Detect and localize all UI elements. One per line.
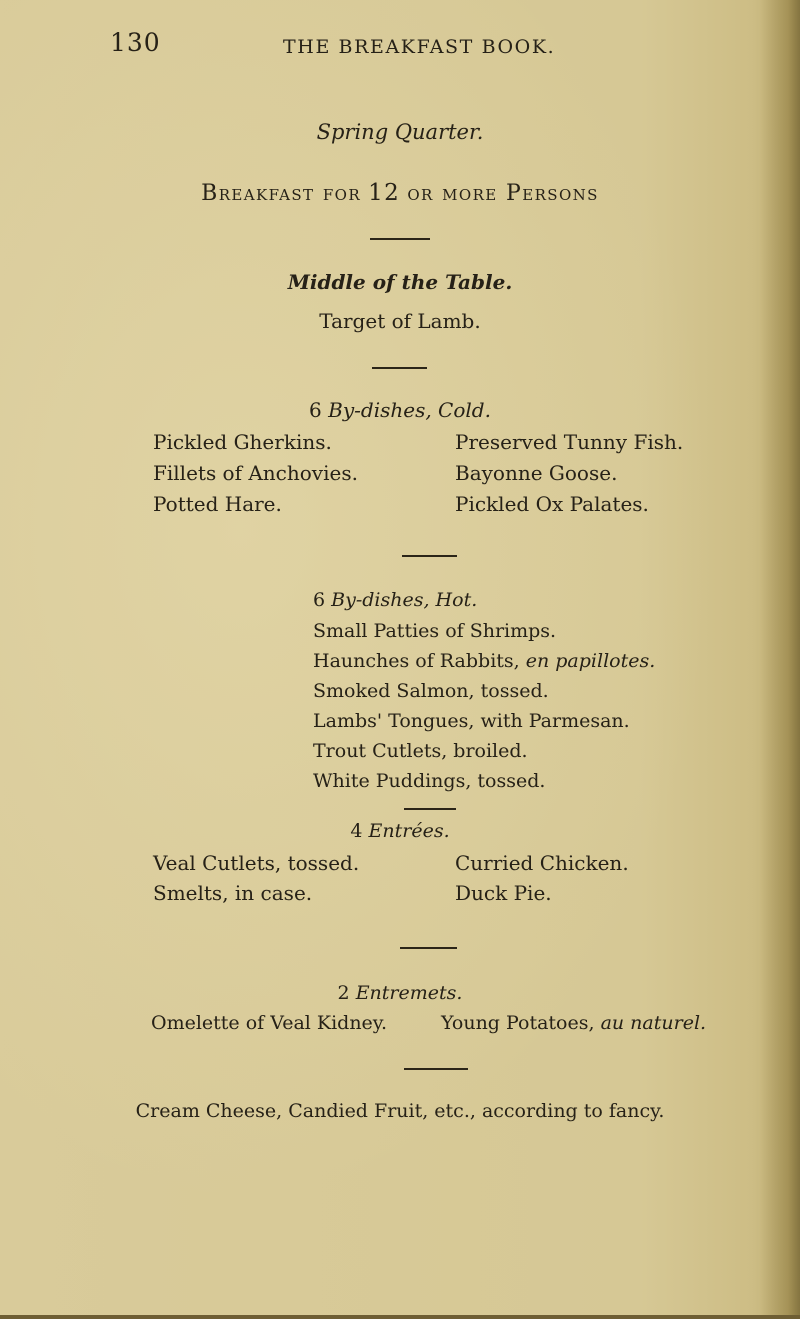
heading-number: 4: [350, 820, 363, 842]
list-item: Bayonne Goose.: [455, 461, 618, 485]
list-item: Curried Chicken.: [455, 851, 629, 875]
by-dishes-hot-heading: [313, 589, 477, 611]
middle-item: Target of Lamb.: [319, 309, 481, 333]
subtitle-prefix: Breakfast for: [201, 181, 362, 206]
entremets-heading: [0, 982, 800, 1004]
divider-rule: [372, 367, 427, 369]
list-item: Pickled Ox Palates.: [455, 492, 649, 516]
list-item: Trout Cutlets, broiled.: [313, 740, 528, 762]
menu-subtitle: [0, 180, 800, 206]
list-item: Omelette of Veal Kidney.: [151, 1012, 388, 1034]
heading-text: Entrées.: [368, 820, 450, 842]
list-item: Small Patties of Shrimps.: [313, 620, 557, 642]
subtitle-suffix: or more Persons: [407, 181, 599, 206]
list-item: White Puddings, tossed.: [313, 770, 546, 792]
by-dishes-cold-heading: [0, 398, 800, 422]
entremet-right-prefix: Young Potatoes,: [441, 1012, 595, 1034]
subtitle-number: 12: [368, 180, 401, 206]
list-item: [441, 1012, 706, 1034]
haunches-prefix: Haunches of Rabbits,: [313, 650, 520, 672]
dessert-line: Cream Cheese, Candied Fruit, etc., according to fancy.: [135, 1100, 665, 1122]
heading-number: 6: [313, 589, 326, 611]
entremet-right-suffix: au naturel.: [600, 1012, 707, 1034]
running-title: THE BREAKFAST BOOK.: [283, 36, 556, 58]
list-item: Lambs' Tongues, with Parmesan.: [313, 710, 630, 732]
list-item: Smoked Salmon, tossed.: [313, 680, 549, 702]
heading-text: Entremets.: [355, 982, 463, 1004]
heading-text: By-dishes, Hot.: [331, 589, 478, 611]
list-item: Pickled Gherkins.: [153, 430, 332, 454]
list-item: Preserved Tunny Fish.: [455, 430, 684, 454]
middle-heading: Middle of the Table.: [287, 270, 513, 294]
heading-number: 6: [309, 398, 322, 422]
season-title: Spring Quarter.: [316, 120, 484, 144]
list-item: Veal Cutlets, tossed.: [153, 851, 360, 875]
divider-rule: [400, 947, 457, 949]
heading-text: By-dishes, Cold.: [328, 398, 491, 422]
heading-number: 2: [337, 982, 350, 1004]
divider-rule: [404, 1068, 468, 1070]
page-bottom-edge: [0, 1315, 800, 1319]
page-number: 130: [110, 28, 161, 57]
divider-rule: [370, 238, 430, 240]
list-item: Fillets of Anchovies.: [153, 461, 358, 485]
divider-rule: [404, 808, 456, 810]
list-item: Potted Hare.: [153, 492, 282, 516]
list-item: Smelts, in case.: [153, 881, 313, 905]
entrees-heading: [0, 820, 800, 842]
haunches-suffix: en papillotes.: [525, 650, 656, 672]
list-item: [313, 650, 655, 672]
divider-rule: [402, 555, 457, 557]
list-item: Duck Pie.: [455, 881, 552, 905]
